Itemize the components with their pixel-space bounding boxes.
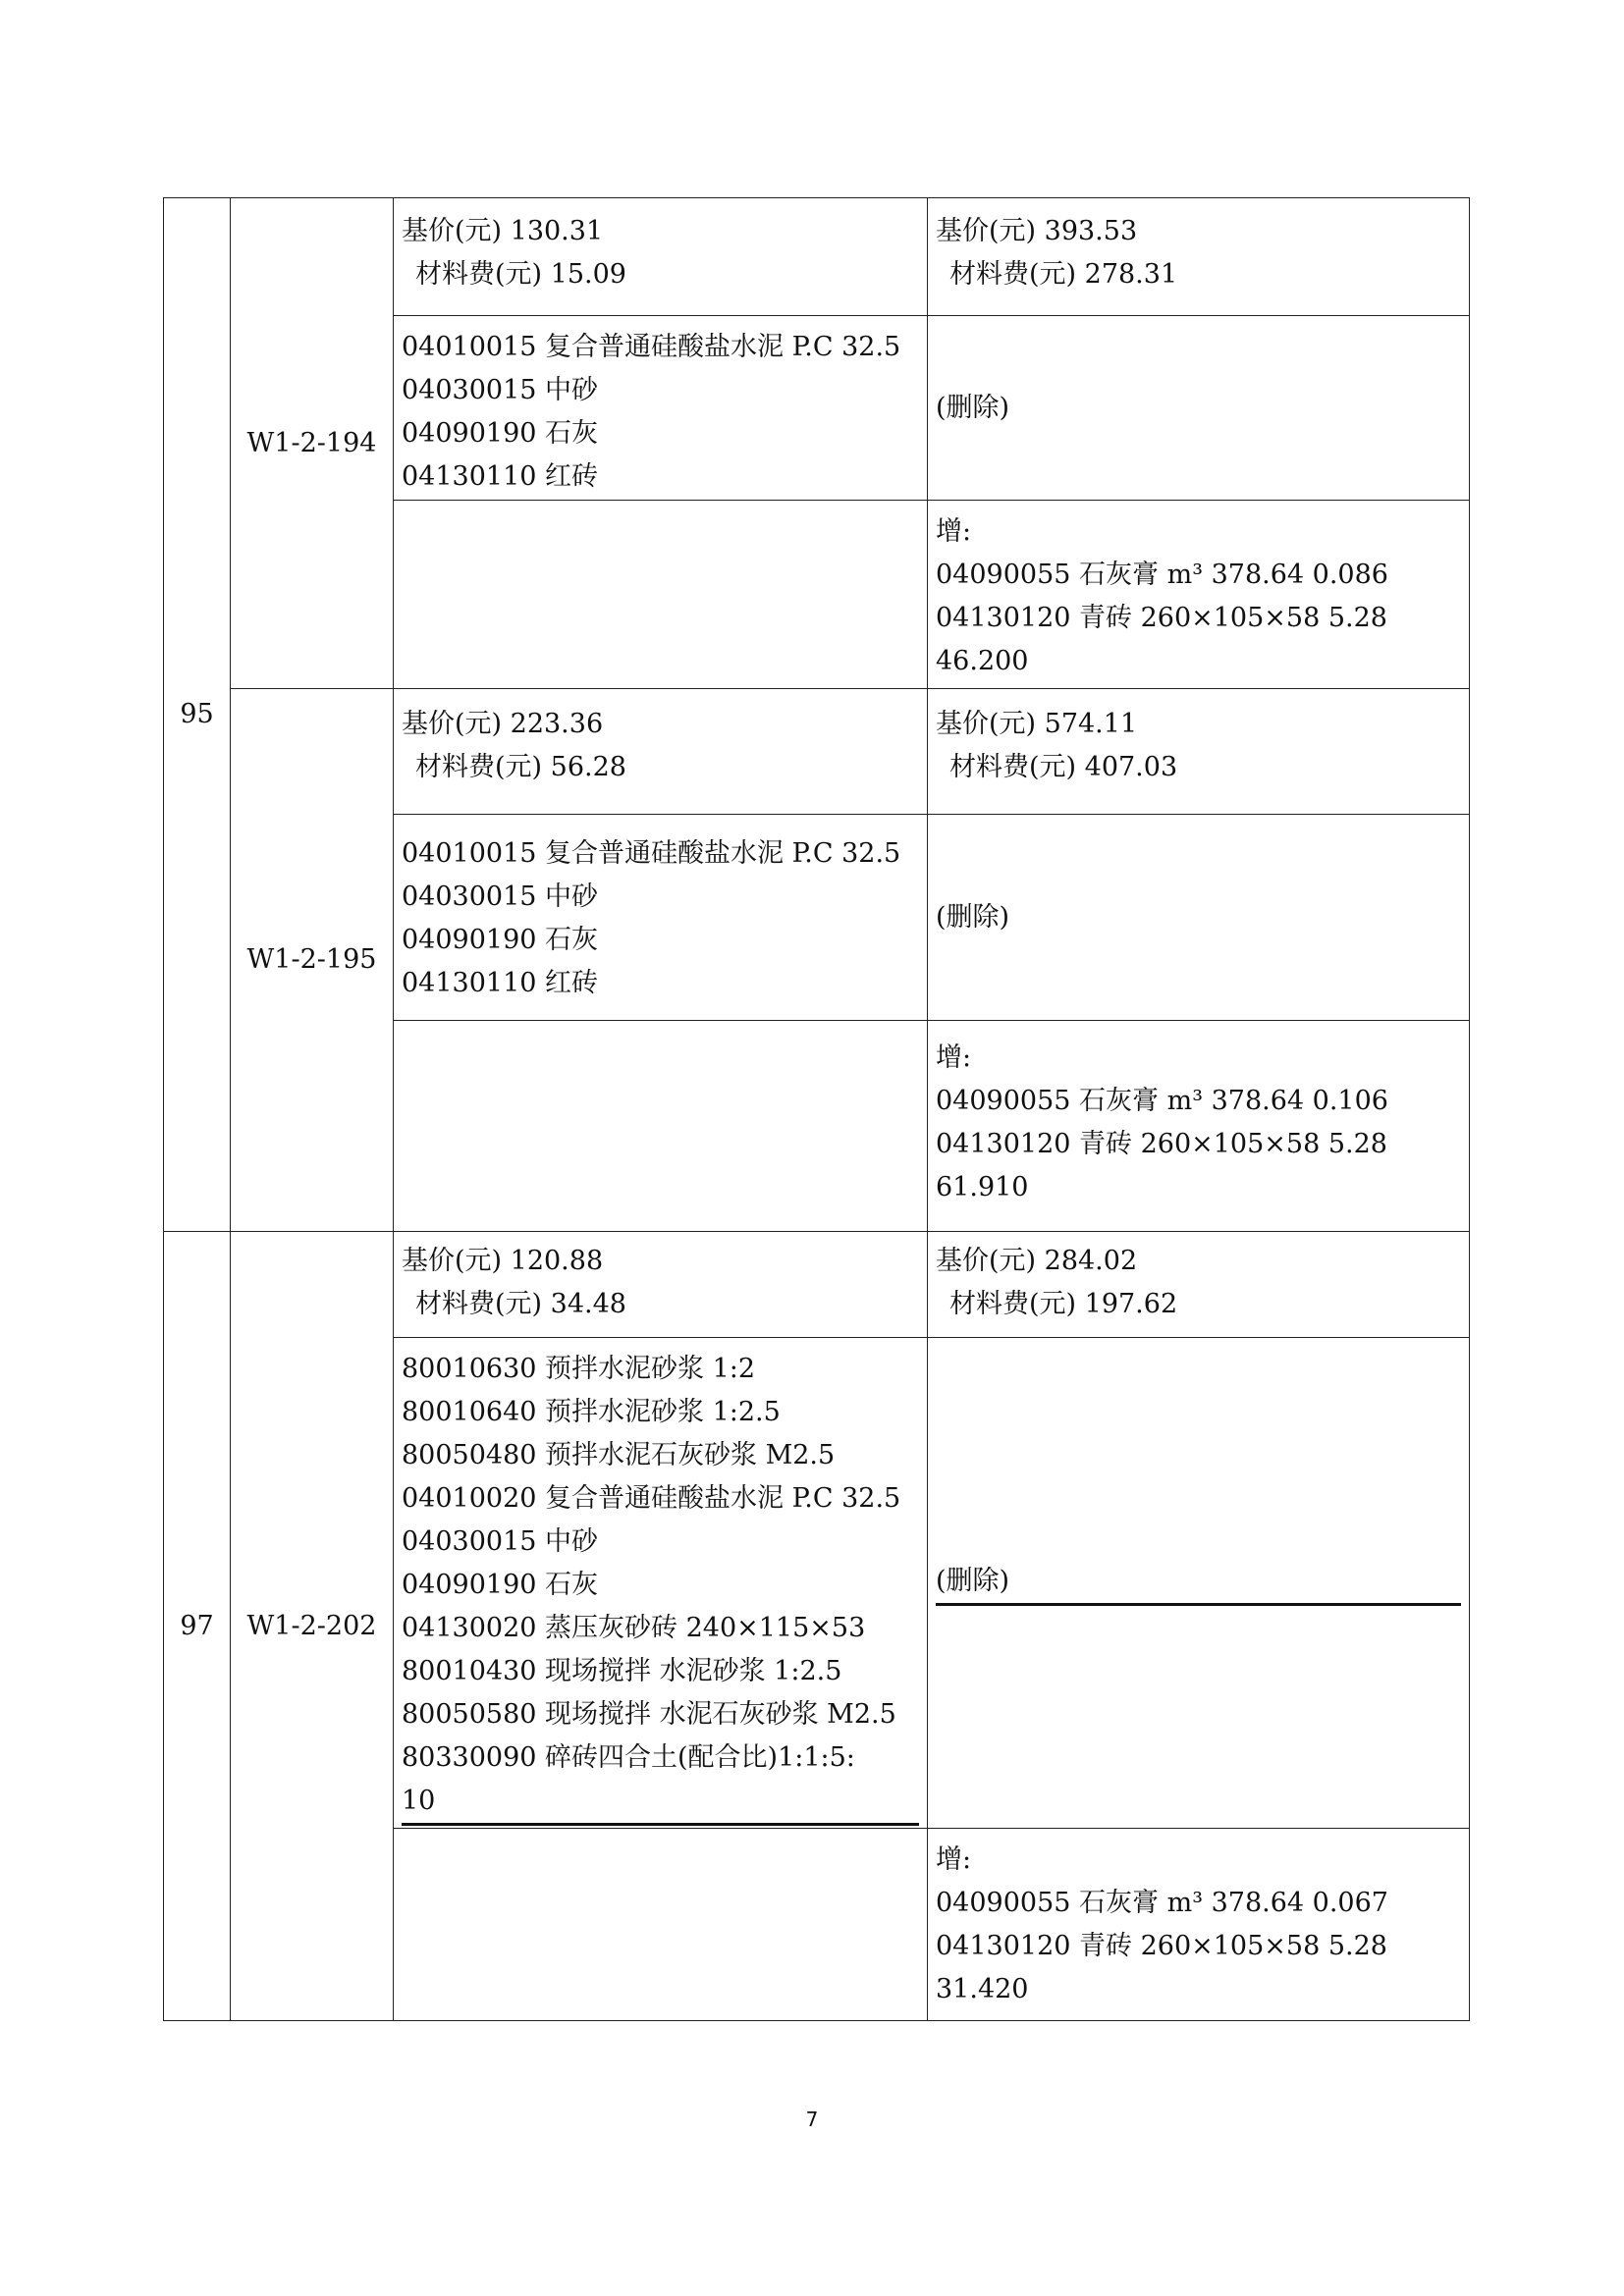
- left-materials-cell: [394, 316, 928, 501]
- right-price-cell: [928, 689, 1470, 815]
- quota-code: W1-2-194: [246, 427, 377, 458]
- empty-cell: [394, 501, 928, 689]
- material-line: 04030015 中砂: [402, 1526, 599, 1557]
- material-line: 04030015 中砂: [402, 881, 599, 912]
- serial-number-cell: [164, 1232, 231, 2021]
- empty-cell: [394, 1829, 928, 2021]
- material-line: 04130110 红砖: [402, 461, 599, 492]
- left-materials-cell: [394, 815, 928, 1021]
- page-number: 7: [805, 2108, 819, 2131]
- material-cost: 材料费(元) 197.62: [949, 1289, 1178, 1319]
- material-line: 80010630 预拌水泥砂浆 1:2: [402, 1354, 756, 1384]
- quota-code: W1-2-202: [246, 1610, 377, 1641]
- material-line: 04090190 石灰: [402, 418, 599, 449]
- material-cost: 材料费(元) 15.09: [415, 259, 626, 290]
- material-change-table: [163, 197, 1470, 2021]
- base-price: 基价(元) 130.31: [402, 216, 604, 246]
- delete-note: (删除): [936, 1560, 1461, 1606]
- delete-note-cell: [928, 316, 1470, 501]
- delete-note-cell: [928, 815, 1470, 1021]
- material-cost: 材料费(元) 278.31: [949, 259, 1178, 290]
- material-line: 31.420: [936, 1974, 1029, 2004]
- material-line-underlined: 10: [402, 1780, 919, 1826]
- serial-number-cell: [164, 198, 231, 1232]
- added-materials-cell: [928, 1829, 1470, 2021]
- added-label: 增:: [936, 1042, 972, 1073]
- left-price-cell: [394, 198, 928, 316]
- table-row: [164, 689, 1470, 815]
- material-line: 80010640 预拌水泥砂浆 1:2.5: [402, 1397, 781, 1427]
- material-line: 04130020 蒸压灰砂砖 240×115×53: [402, 1613, 866, 1643]
- material-line: 04090055 石灰膏 m³ 378.64 0.106: [936, 1086, 1388, 1116]
- right-price-cell: [928, 1232, 1470, 1338]
- table-row: [164, 198, 1470, 316]
- quota-code-cell: [231, 198, 394, 689]
- delete-note: (删除): [936, 901, 1010, 933]
- material-cost: 材料费(元) 56.28: [415, 752, 626, 782]
- material-line: 80330090 碎砖四合土(配合比)1:1:5:: [402, 1742, 855, 1773]
- quota-code: W1-2-195: [246, 944, 377, 975]
- material-line: 80050480 预拌水泥石灰砂浆 M2.5: [402, 1440, 836, 1470]
- base-price: 基价(元) 223.36: [402, 709, 604, 739]
- material-line: 04130110 红砖: [402, 968, 599, 998]
- material-line: 04130120 青砖 260×105×58 5.28: [936, 603, 1387, 633]
- right-price-cell: [928, 198, 1470, 316]
- material-line: 46.200: [936, 646, 1029, 676]
- material-line: 04090055 石灰膏 m³ 378.64 0.086: [936, 560, 1388, 590]
- material-line: 04010015 复合普通硅酸盐水泥 P.C 32.5: [402, 332, 901, 362]
- table-row: [164, 1232, 1470, 1338]
- left-materials-cell: [394, 1338, 928, 1829]
- delete-note-cell: [928, 1338, 1470, 1829]
- quota-code-cell: [231, 689, 394, 1232]
- added-label: 增:: [936, 1844, 972, 1875]
- base-price: 基价(元) 393.53: [936, 216, 1138, 246]
- quota-code-cell: [231, 1232, 394, 2021]
- material-line: 04030015 中砂: [402, 375, 599, 405]
- left-price-cell: [394, 1232, 928, 1338]
- material-cost: 材料费(元) 34.48: [415, 1289, 626, 1319]
- material-line: 04090190 石灰: [402, 925, 599, 955]
- base-price: 基价(元) 574.11: [936, 709, 1138, 739]
- serial-number: 95: [180, 699, 214, 729]
- material-line: 04090190 石灰: [402, 1570, 599, 1600]
- material-line: 04130120 青砖 260×105×58 5.28: [936, 1129, 1387, 1159]
- left-price-cell: [394, 689, 928, 815]
- added-label: 增:: [936, 516, 972, 547]
- material-line: 04130120 青砖 260×105×58 5.28: [936, 1931, 1387, 1961]
- material-line: 80010430 现场搅拌 水泥砂浆 1:2.5: [402, 1656, 842, 1686]
- material-line: 04010015 复合普通硅酸盐水泥 P.C 32.5: [402, 838, 901, 869]
- base-price: 基价(元) 120.88: [402, 1246, 604, 1276]
- material-line: 04010020 复合普通硅酸盐水泥 P.C 32.5: [402, 1483, 901, 1514]
- material-line: 04090055 石灰膏 m³ 378.64 0.067: [936, 1888, 1388, 1918]
- material-cost: 材料费(元) 407.03: [949, 752, 1178, 782]
- added-materials-cell: [928, 501, 1470, 689]
- added-materials-cell: [928, 1021, 1470, 1232]
- base-price: 基价(元) 284.02: [936, 1246, 1138, 1276]
- empty-cell: [394, 1021, 928, 1232]
- material-line: 61.910: [936, 1172, 1029, 1202]
- material-line: 80050580 现场搅拌 水泥石灰砂浆 M2.5: [402, 1699, 896, 1730]
- delete-note: (删除): [936, 392, 1010, 423]
- serial-number: 97: [180, 1610, 214, 1641]
